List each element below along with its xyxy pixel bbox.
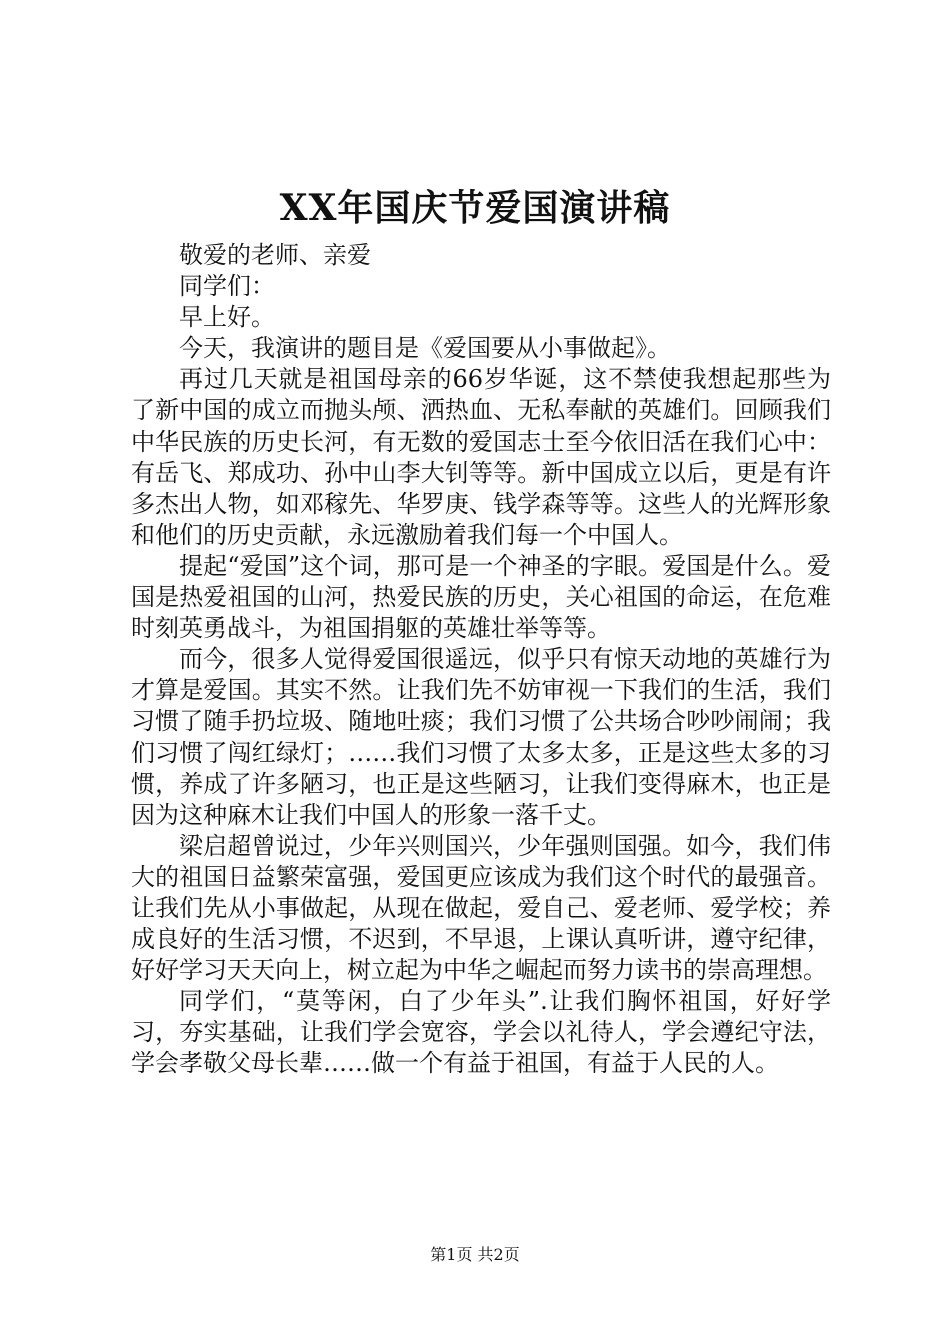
document-body bbox=[131, 240, 831, 1080]
paragraph-topic: 今天，我演讲的题目是《爱国要从小事做起》。 bbox=[179, 334, 671, 363]
paragraph-youth: 梁启超曾说过，少年兴则国兴，少年强则国强。如今，我们伟大的祖国日益繁荣富强，爱国更应该成为我们这个时代的最强音。让我们先从小事做起，从现在做起，爱自己、爱老师、爱学校；养成良好的生活习惯，不迟到，不早退，上课认真听讲，遵守纪律，好好学习天天向上，树立起为中华之崛起而努力读书的崇高理想。 bbox=[131, 831, 831, 985]
paragraph-closing: 同学们，“莫等闲，白了少年头”.让我们胸怀祖国，好好学习，夯实基础，让我们学会宽容，学会以礼待人，学会遵纪守法，学会孝敬父母长辈……做一个有益于祖国，有益于人民的人。 bbox=[131, 987, 831, 1078]
paragraph-heroes: 再过几天就是祖国母亲的66岁华诞，这不禁使我想起那些为了新中国的成立而抛头颅、洒热血、无私奉献的英雄们。回顾我们中华民族的历史长河，有无数的爱国志士至今依旧活在我们心中：有岳飞、郑成功、孙中山李大钊等等。新中国成立以后，更是有许多杰出人物，如邓稼先、华罗庚、钱学森等等。这些人的光辉形象和他们的历史贡献，永远激励着我们每一个中国人。 bbox=[131, 365, 831, 549]
paragraph-habits: 而今，很多人觉得爱国很遥远，似乎只有惊天动地的英雄行为才算是爱国。其实不然。让我们先不妨审视一下我们的生活，我们习惯了随手扔垃圾、随地吐痰；我们习惯了公共场合吵吵闹闹；我们习惯了闯红绿灯；……我们习惯了太多太多，正是这些太多的习惯，养成了许多陋习，也正是这些陋习，让我们变得麻木，也正是因为这种麻木让我们中国人的形象一落千丈。 bbox=[131, 645, 831, 829]
document-title: XX年国庆节爱国演讲稿 bbox=[279, 187, 671, 229]
page-number-footer: 第1页 共2页 bbox=[430, 1245, 520, 1264]
paragraph-greeting: 早上好。 bbox=[179, 303, 275, 332]
paragraph-meaning: 提起“爱国”这个词，那可是一个神圣的字眼。爱国是什么。爱国是热爱祖国的山河，热爱民族的历史，关心祖国的命运，在危难时刻英勇战斗，为祖国捐躯的英雄壮举等等。 bbox=[131, 551, 831, 643]
paragraph-salutation: 敬爱的老师、亲爱 bbox=[179, 241, 371, 269]
paragraph-salutation-cont: 同学们： bbox=[179, 272, 275, 301]
